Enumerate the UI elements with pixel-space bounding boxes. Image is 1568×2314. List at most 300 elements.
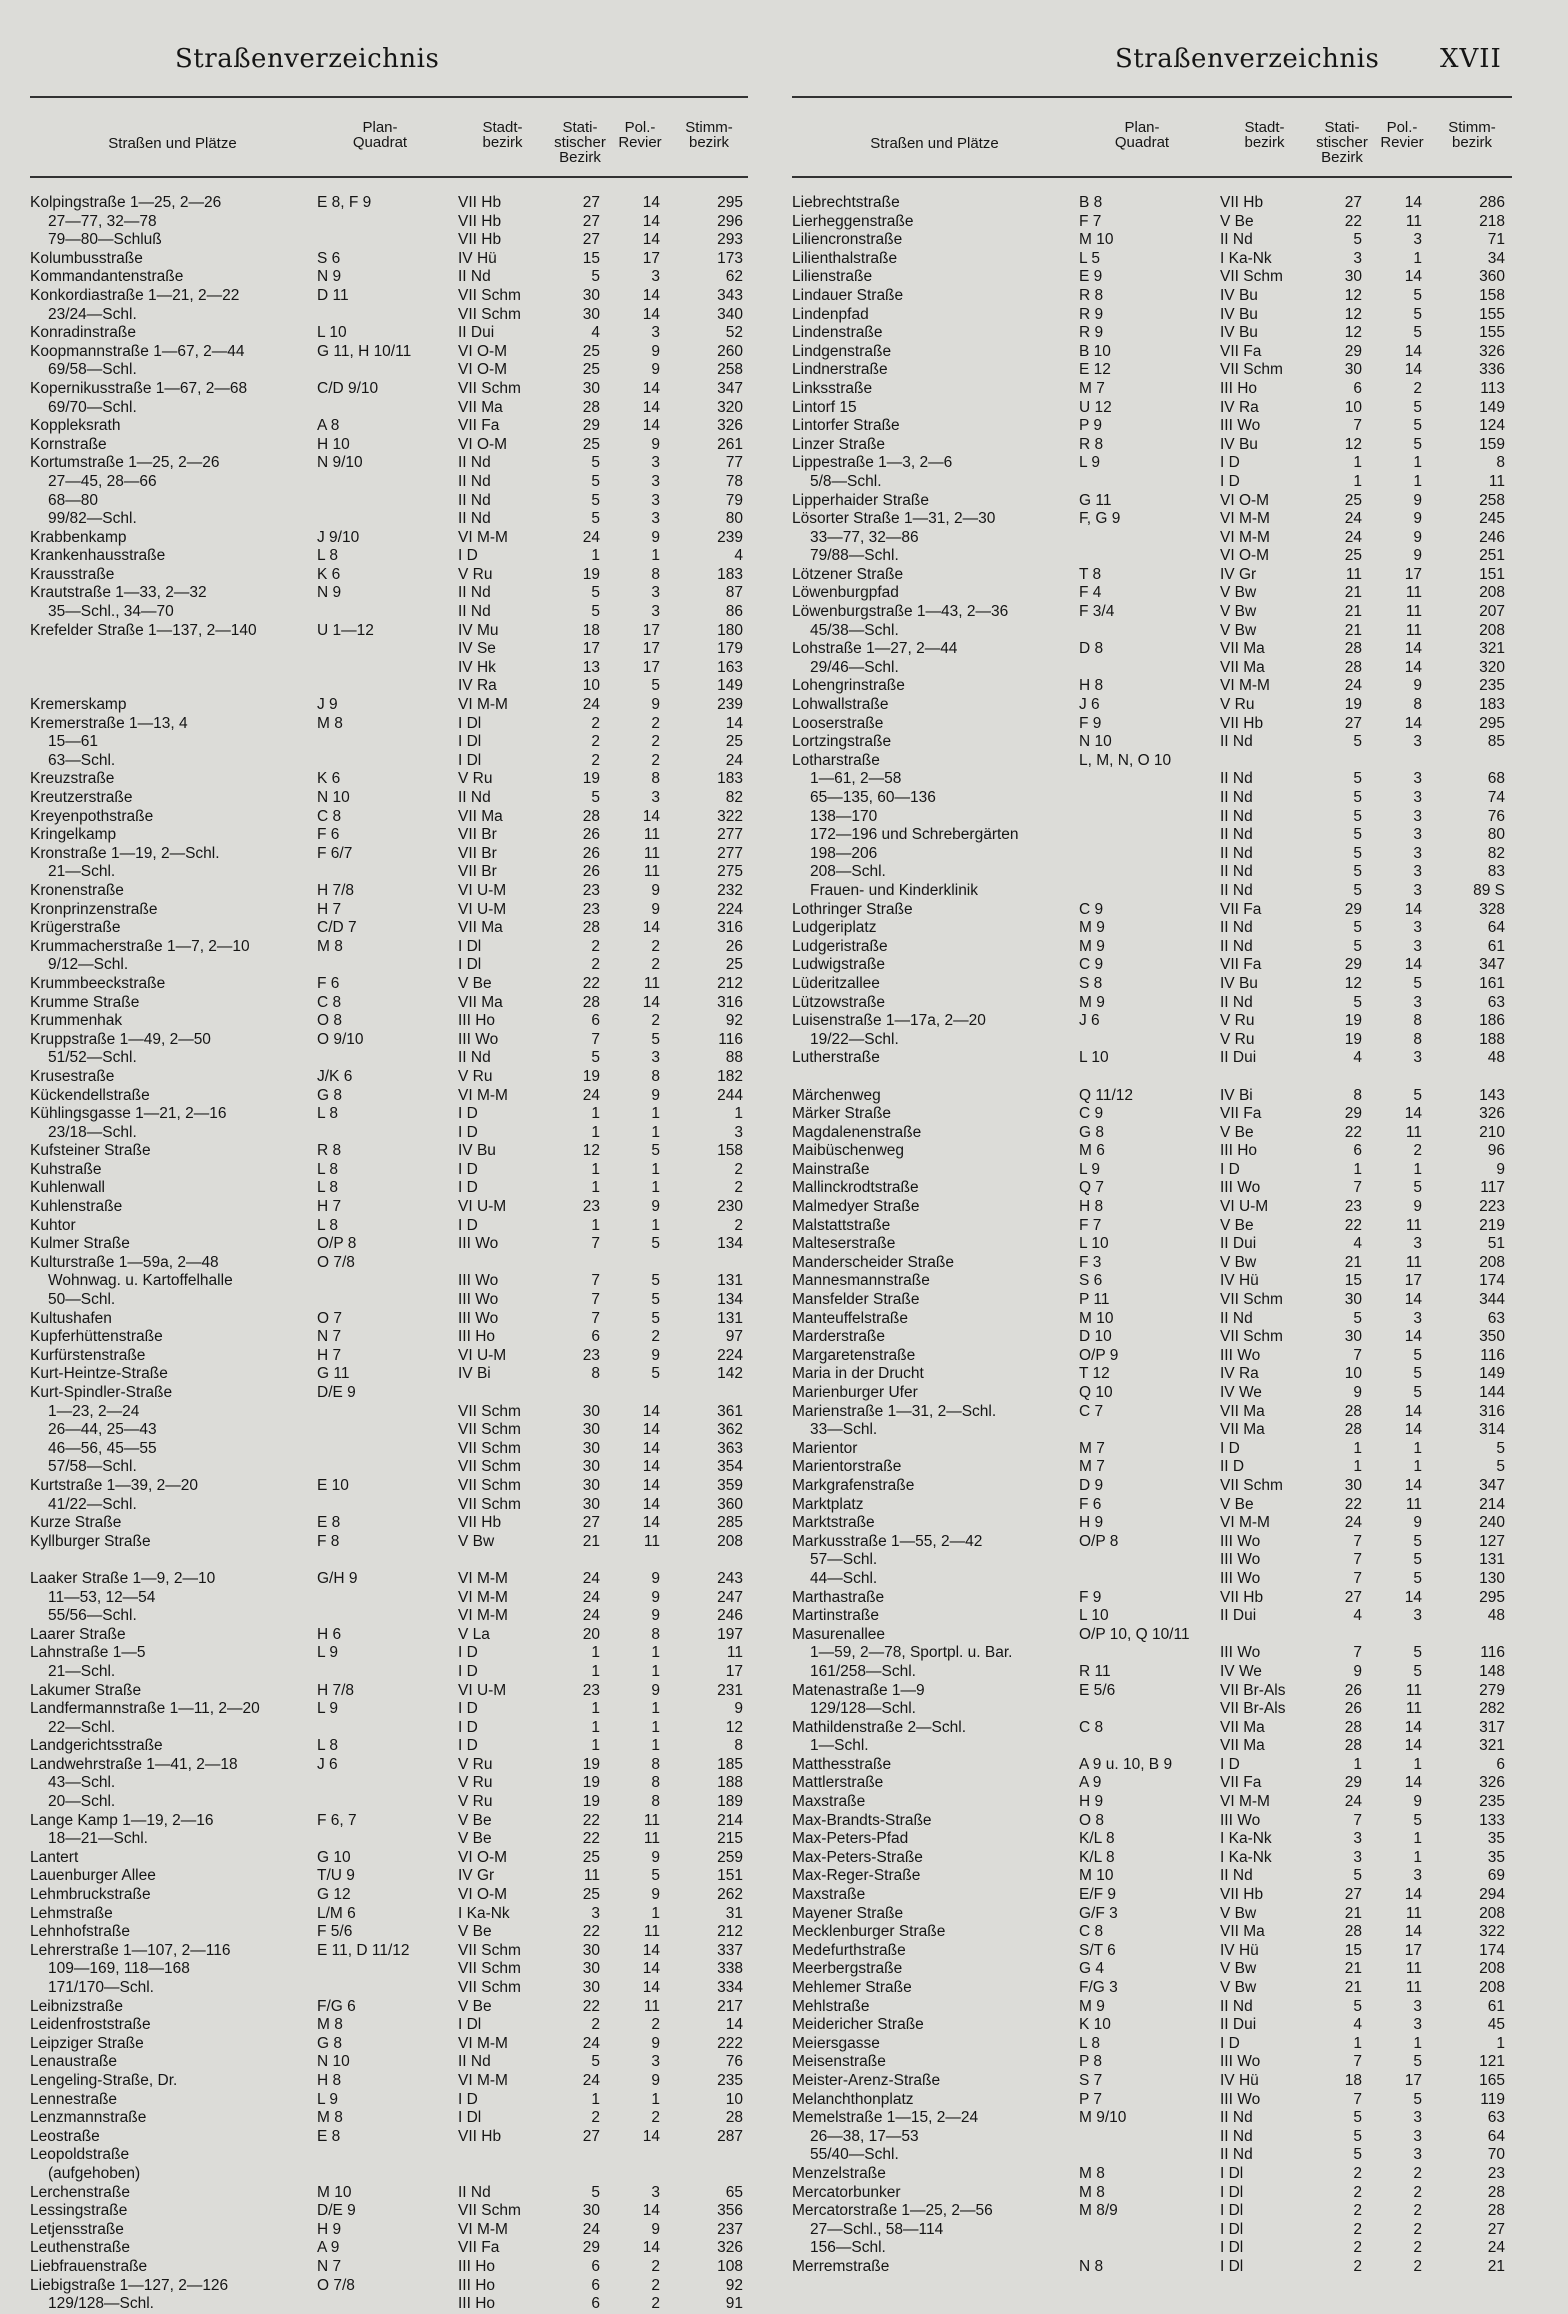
- plan-quadrat: F 3: [1079, 1253, 1102, 1271]
- plan-quadrat: M 8: [1079, 2183, 1105, 2201]
- right-column-header: [792, 96, 1512, 178]
- stimmbezirk: 121: [1479, 2053, 1505, 2071]
- plan-quadrat: J 9: [317, 696, 338, 714]
- street-name: Manderscheider Straße: [792, 1253, 954, 1271]
- street-name: 138—170: [810, 807, 878, 825]
- polizei-revier: 3: [1413, 863, 1422, 881]
- polizei-revier: 3: [1413, 826, 1422, 844]
- plan-quadrat: F 9: [1079, 714, 1102, 732]
- street-name: Krummenhak: [30, 1012, 123, 1030]
- street-name: Kommandantenstraße: [30, 268, 184, 286]
- street-name: Lessingstraße: [30, 2202, 128, 2220]
- stimmbezirk: 80: [725, 510, 743, 528]
- table-row: [792, 1347, 1512, 1366]
- plan-quadrat: C/D 9/10: [317, 379, 379, 397]
- stadtbezirk: VII Hb: [458, 212, 502, 230]
- statistischer-bezirk: 19: [1344, 1030, 1362, 1048]
- table-row: [30, 2072, 748, 2091]
- statistischer-bezirk: 9: [1353, 1662, 1362, 1680]
- stimmbezirk: 52: [725, 324, 743, 342]
- table-row: [30, 1031, 748, 1050]
- plan-quadrat: E 8, F 9: [317, 194, 372, 211]
- plan-quadrat: H 7: [317, 1346, 342, 1364]
- polizei-revier: 11: [1405, 584, 1422, 602]
- statistischer-bezirk: 1: [591, 1700, 600, 1718]
- polizei-revier: 11: [1405, 1904, 1422, 1922]
- street-name: 19/22—Schl.: [810, 1030, 899, 1048]
- stimmbezirk: 360: [717, 1495, 743, 1513]
- statistischer-bezirk: 30: [582, 1476, 600, 1494]
- stimmbezirk: 69: [1487, 1867, 1505, 1885]
- stadtbezirk: II Nd: [458, 1049, 491, 1067]
- stimmbezirk: 295: [1479, 714, 1505, 732]
- stimmbezirk: 344: [1479, 1291, 1505, 1309]
- polizei-revier: 11: [1405, 212, 1422, 230]
- col-header-stat: Stati- stischer Bezirk: [554, 119, 606, 166]
- stadtbezirk: VII Fa: [1220, 956, 1262, 974]
- street-name: Margaretenstraße: [792, 1346, 916, 1364]
- table-row: [792, 306, 1512, 325]
- table-row: [792, 1124, 1512, 1143]
- statistischer-bezirk: 7: [1353, 417, 1362, 435]
- plan-quadrat: C 9: [1079, 1105, 1104, 1123]
- street-name: Lortzingstraße: [792, 733, 892, 751]
- stadtbezirk: III Wo: [1220, 417, 1261, 435]
- street-name: 41/22—Schl.: [48, 1495, 137, 1513]
- stadtbezirk: III Ho: [458, 2257, 496, 2275]
- plan-quadrat: L 10: [1079, 1235, 1109, 1253]
- stadtbezirk: V Ru: [1220, 1012, 1255, 1030]
- stimmbezirk: 235: [717, 2071, 743, 2089]
- stadtbezirk: IV Bu: [1220, 286, 1258, 304]
- statistischer-bezirk: 5: [591, 2183, 600, 2201]
- table-row: [30, 1700, 748, 1719]
- street-name: Krummacherstraße 1—7, 2—10: [30, 937, 250, 955]
- stimmbezirk: 359: [717, 1476, 743, 1494]
- stimmbezirk: 87: [725, 584, 743, 602]
- stimmbezirk: 86: [725, 603, 743, 621]
- street-name: 50—Schl.: [48, 1291, 116, 1309]
- street-name: Mercatorstraße 1—25, 2—56: [792, 2202, 993, 2220]
- stadtbezirk: VII Schm: [458, 1458, 521, 1476]
- stadtbezirk: V Bw: [1220, 603, 1257, 621]
- statistischer-bezirk: 27: [582, 194, 600, 211]
- table-row: [792, 1142, 1512, 1161]
- table-row: [30, 1849, 748, 1868]
- polizei-revier: 8: [651, 1774, 660, 1792]
- polizei-revier: 17: [1404, 1272, 1422, 1290]
- polizei-revier: 9: [1413, 677, 1422, 695]
- table-row: [30, 1607, 748, 1626]
- stadtbezirk: II Nd: [1220, 863, 1253, 881]
- polizei-revier: 2: [1413, 2202, 1422, 2220]
- polizei-revier: 14: [1404, 1105, 1422, 1123]
- polizei-revier: 5: [1413, 1346, 1422, 1364]
- stadtbezirk: I D: [458, 1700, 478, 1718]
- street-name: Lilienstraße: [792, 268, 873, 286]
- stadtbezirk: VII Hb: [458, 1514, 502, 1532]
- polizei-revier: 9: [651, 2071, 660, 2089]
- table-row: [30, 287, 748, 306]
- plan-quadrat: J/K 6: [317, 1067, 353, 1085]
- plan-quadrat: M 10: [317, 2183, 352, 2201]
- plan-quadrat: F 8: [317, 1532, 340, 1550]
- stimmbezirk: 62: [725, 268, 743, 286]
- stadtbezirk: V Be: [1220, 1216, 1254, 1234]
- table-row: [30, 1142, 748, 1161]
- street-name: 18—21—Schl.: [48, 1830, 148, 1848]
- polizei-revier: 9: [651, 1886, 660, 1904]
- street-name: Krügerstraße: [30, 919, 121, 937]
- table-row: [792, 677, 1512, 696]
- stadtbezirk: V Ru: [1220, 1030, 1255, 1048]
- table-row: [792, 547, 1512, 566]
- stadtbezirk: IV Hü: [458, 249, 497, 267]
- stimmbezirk: 134: [717, 1235, 743, 1253]
- polizei-revier: 5: [1413, 1644, 1422, 1662]
- stadtbezirk: VII Schm: [458, 379, 521, 397]
- table-row: [30, 1514, 748, 1533]
- plan-quadrat: M 10: [1079, 1867, 1114, 1885]
- polizei-revier: 11: [643, 1923, 660, 1941]
- statistischer-bezirk: 2: [591, 2016, 600, 2034]
- table-row: [792, 454, 1512, 473]
- table-row: [30, 268, 748, 287]
- stimmbezirk: 320: [717, 398, 743, 416]
- polizei-revier: 9: [651, 1681, 660, 1699]
- polizei-revier: 11: [1405, 1495, 1422, 1513]
- table-row: [30, 622, 748, 641]
- stadtbezirk: VII Ma: [1220, 1718, 1265, 1736]
- stimmbezirk: 174: [1479, 1941, 1505, 1959]
- table-row: [30, 2221, 748, 2240]
- table-row: [30, 436, 748, 455]
- stadtbezirk: III Wo: [1220, 1811, 1261, 1829]
- statistischer-bezirk: 26: [582, 863, 600, 881]
- street-name: Merremstraße: [792, 2257, 890, 2275]
- stadtbezirk: VI M-M: [1220, 528, 1270, 546]
- statistischer-bezirk: 29: [582, 417, 600, 435]
- street-name: Mehlstraße: [792, 1997, 870, 2015]
- polizei-revier: 5: [1413, 324, 1422, 342]
- polizei-revier: 9: [1413, 510, 1422, 528]
- table-row: [792, 1365, 1512, 1384]
- stimmbezirk: 224: [717, 900, 743, 918]
- stadtbezirk: III Wo: [458, 1030, 499, 1048]
- street-name: 68—80: [48, 491, 98, 509]
- table-row: [30, 1068, 748, 1087]
- stimmbezirk: 350: [1479, 1328, 1505, 1346]
- statistischer-bezirk: 30: [582, 286, 600, 304]
- table-row: [792, 1570, 1512, 1589]
- statistischer-bezirk: 1: [591, 1179, 600, 1197]
- polizei-revier: 2: [651, 937, 660, 955]
- table-row: [30, 1589, 748, 1608]
- statistischer-bezirk: 24: [582, 696, 600, 714]
- stadtbezirk: V Bw: [458, 1532, 495, 1550]
- table-row: [792, 361, 1512, 380]
- stimmbezirk: 8: [734, 1737, 743, 1755]
- polizei-revier: 3: [1413, 1235, 1422, 1253]
- stimmbezirk: 180: [717, 621, 743, 639]
- statistischer-bezirk: 5: [1353, 863, 1362, 881]
- plan-quadrat: Q 11/12: [1079, 1086, 1134, 1104]
- stimmbezirk: 246: [717, 1607, 743, 1625]
- polizei-revier: 2: [1413, 379, 1422, 397]
- polizei-revier: 1: [651, 1216, 660, 1234]
- stimmbezirk: 210: [1479, 1123, 1505, 1141]
- stimmbezirk: 24: [1487, 2239, 1505, 2257]
- plan-quadrat: L 9: [1079, 1160, 1100, 1178]
- polizei-revier: 1: [651, 1718, 660, 1736]
- stimmbezirk: 88: [725, 1049, 743, 1067]
- table-row: [792, 268, 1512, 287]
- stadtbezirk: VII Ma: [458, 919, 503, 937]
- street-name: Manteuffelstraße: [792, 1309, 909, 1327]
- table-row: [30, 1960, 748, 1979]
- stimmbezirk: 326: [1479, 342, 1505, 360]
- polizei-revier: 14: [642, 1495, 660, 1513]
- street-name: Mecklenburger Straße: [792, 1923, 946, 1941]
- street-name: Lützowstraße: [792, 993, 886, 1011]
- table-row: [792, 324, 1512, 343]
- street-name: Kronenstraße: [30, 881, 124, 899]
- table-row: [792, 250, 1512, 269]
- table-row: [792, 2109, 1512, 2128]
- stimmbezirk: 245: [1479, 510, 1505, 528]
- polizei-revier: 11: [1405, 1960, 1422, 1978]
- polizei-revier: 5: [651, 1309, 660, 1327]
- stadtbezirk: I D: [458, 1737, 478, 1755]
- statistischer-bezirk: 22: [582, 1997, 600, 2015]
- statistischer-bezirk: 23: [582, 1681, 600, 1699]
- statistischer-bezirk: 3: [1353, 1830, 1362, 1848]
- plan-quadrat: M 9: [1079, 937, 1105, 955]
- street-name: 57—Schl.: [810, 1551, 878, 1569]
- street-name: Liebigstraße 1—127, 2—126: [30, 2276, 229, 2294]
- table-row: [30, 1235, 748, 1254]
- stadtbezirk: V Bw: [1220, 1960, 1257, 1978]
- col-header-stimm: Stimm- bezirk: [685, 119, 733, 151]
- polizei-revier: 2: [651, 956, 660, 974]
- street-name: Lindenstraße: [792, 324, 883, 342]
- table-row: [792, 826, 1512, 845]
- plan-quadrat: L, M, N, O 10: [1079, 751, 1172, 769]
- stadtbezirk: VII Schm: [1220, 1291, 1283, 1309]
- statistischer-bezirk: 23: [1344, 1198, 1362, 1216]
- table-row: [30, 250, 748, 269]
- polizei-revier: 14: [1404, 1291, 1422, 1309]
- plan-quadrat: K/L 8: [1079, 1830, 1115, 1848]
- stimmbezirk: 183: [1479, 696, 1505, 714]
- stadtbezirk: I Dl: [458, 956, 482, 974]
- stimmbezirk: 64: [1487, 919, 1505, 937]
- polizei-revier: 17: [642, 658, 660, 676]
- polizei-revier: 9: [651, 1346, 660, 1364]
- col-header-plan: Plan- Quadrat: [1114, 119, 1170, 151]
- stadtbezirk: I Dl: [1220, 2202, 1244, 2220]
- stimmbezirk: 326: [1479, 1105, 1505, 1123]
- stadtbezirk: II Nd: [458, 472, 491, 490]
- stimmbezirk: 347: [717, 379, 743, 397]
- stadtbezirk: VII Fa: [458, 2239, 500, 2257]
- stadtbezirk: VII Hb: [458, 231, 502, 249]
- street-name: Lippestraße 1—3, 2—6: [792, 454, 953, 472]
- stadtbezirk: I Ka-Nk: [1220, 1848, 1272, 1866]
- street-name: Lohwallstraße: [792, 696, 889, 714]
- street-name: 109—169, 118—168: [48, 1960, 190, 1978]
- stimmbezirk: 361: [717, 1402, 743, 1420]
- polizei-revier: 8: [1413, 696, 1422, 714]
- statistischer-bezirk: 8: [591, 1365, 600, 1383]
- polizei-revier: 11: [1405, 1216, 1422, 1234]
- stadtbezirk: VII Ma: [1220, 640, 1265, 658]
- table-row: [792, 1254, 1512, 1273]
- street-name: 20—Schl.: [48, 1793, 116, 1811]
- stimmbezirk: 321: [1479, 1737, 1505, 1755]
- plan-quadrat: D/E 9: [317, 1384, 356, 1401]
- stadtbezirk: VII Ma: [1220, 1421, 1265, 1439]
- stadtbezirk: II Nd: [1220, 733, 1253, 751]
- table-row: [792, 1328, 1512, 1347]
- stadtbezirk: V Be: [458, 1811, 492, 1829]
- stimmbezirk: 356: [717, 2202, 743, 2220]
- polizei-revier: 1: [1413, 249, 1422, 267]
- statistischer-bezirk: 5: [1353, 919, 1362, 937]
- statistischer-bezirk: 28: [582, 807, 600, 825]
- table-row: [30, 306, 748, 325]
- stadtbezirk: VII Hb: [1220, 714, 1264, 732]
- plan-quadrat: A 9 u. 10, B 9: [1079, 1755, 1173, 1773]
- street-name: Lange Kamp 1—19, 2—16: [30, 1811, 214, 1829]
- statistischer-bezirk: 19: [582, 1793, 600, 1811]
- statistischer-bezirk: 19: [1344, 696, 1362, 714]
- stimmbezirk: 320: [1479, 658, 1505, 676]
- street-name: Mattlerstraße: [792, 1774, 884, 1792]
- street-name: Lüderitzallee: [792, 974, 880, 992]
- plan-quadrat: M 8: [317, 2109, 343, 2127]
- stimmbezirk: 208: [1479, 584, 1505, 602]
- stimmbezirk: 316: [717, 919, 743, 937]
- polizei-revier: 1: [651, 547, 660, 565]
- header-right-title: Straßenverzeichnis: [1115, 44, 1380, 74]
- statistischer-bezirk: 5: [1353, 2146, 1362, 2164]
- statistischer-bezirk: 5: [1353, 1997, 1362, 2015]
- street-name: Lierheggenstraße: [792, 212, 914, 230]
- plan-quadrat: R 8: [1079, 435, 1104, 453]
- street-name: Linksstraße: [792, 379, 873, 397]
- table-row: [792, 2239, 1512, 2258]
- plan-quadrat: M 8: [317, 937, 343, 955]
- street-name: 43—Schl.: [48, 1774, 116, 1792]
- table-row: [792, 696, 1512, 715]
- street-name: Landfermannstraße 1—11, 2—20: [30, 1700, 260, 1718]
- polizei-revier: 1: [651, 1700, 660, 1718]
- stimmbezirk: 208: [1479, 1253, 1505, 1271]
- statistischer-bezirk: 22: [1344, 1123, 1362, 1141]
- table-row: [30, 2109, 748, 2128]
- plan-quadrat: G 4: [1079, 1960, 1104, 1978]
- plan-quadrat: E 10: [317, 1476, 349, 1494]
- stadtbezirk: II Dui: [1220, 1607, 1257, 1625]
- street-name: Max-Peters-Straße: [792, 1848, 923, 1866]
- plan-quadrat: T 12: [1079, 1365, 1110, 1383]
- street-name: Looserstraße: [792, 714, 884, 732]
- stimmbezirk: 96: [1487, 1142, 1505, 1160]
- street-name: 129/128—Schl.: [810, 1700, 916, 1718]
- stadtbezirk: VI O-M: [458, 361, 508, 379]
- statistischer-bezirk: 22: [582, 1830, 600, 1848]
- statistischer-bezirk: 2: [591, 751, 600, 769]
- plan-quadrat: S 6: [1079, 1272, 1103, 1290]
- street-name: Lösorter Straße 1—31, 2—30: [792, 510, 996, 528]
- statistischer-bezirk: 24: [582, 1086, 600, 1104]
- statistischer-bezirk: 30: [582, 1979, 600, 1996]
- plan-quadrat: F 6: [317, 974, 340, 992]
- statistischer-bezirk: 21: [582, 1532, 600, 1550]
- stadtbezirk: IV Mu: [458, 621, 499, 639]
- statistischer-bezirk: 2: [591, 937, 600, 955]
- stimmbezirk: 214: [717, 1811, 743, 1829]
- statistischer-bezirk: 4: [591, 324, 600, 342]
- street-name: Lohstraße 1—27, 2—44: [792, 640, 958, 658]
- street-name: Lengeling-Straße, Dr.: [30, 2071, 178, 2089]
- polizei-revier: 14: [642, 286, 660, 304]
- statistischer-bezirk: 25: [582, 1848, 600, 1866]
- statistischer-bezirk: 26: [582, 844, 600, 862]
- stimmbezirk: 173: [717, 249, 743, 267]
- stadtbezirk: II Nd: [458, 491, 491, 509]
- stimmbezirk: 185: [717, 1755, 743, 1773]
- plan-quadrat: M 9: [1079, 919, 1105, 937]
- statistischer-bezirk: 27: [582, 212, 600, 230]
- plan-quadrat: D 8: [1079, 640, 1104, 658]
- col-header-stimm: Stimm- bezirk: [1448, 119, 1496, 151]
- statistischer-bezirk: 22: [582, 974, 600, 992]
- stadtbezirk: II Nd: [1220, 770, 1253, 788]
- table-row: [30, 956, 748, 975]
- table-row: [792, 1998, 1512, 2017]
- table-row: [30, 1458, 748, 1477]
- stimmbezirk: 212: [717, 974, 743, 992]
- street-name: Mercatorbunker: [792, 2183, 901, 2201]
- street-name: 69/70—Schl.: [48, 398, 137, 416]
- stimmbezirk: 131: [717, 1272, 743, 1290]
- statistischer-bezirk: 22: [1344, 212, 1362, 230]
- stadtbezirk: VI M-M: [458, 696, 508, 714]
- street-name: 69/58—Schl.: [48, 361, 137, 379]
- stimmbezirk: 45: [1487, 2016, 1505, 2034]
- table-row: [792, 1179, 1512, 1198]
- stadtbezirk: I D: [458, 1123, 478, 1141]
- stimmbezirk: 347: [1479, 956, 1505, 974]
- table-row: [30, 2258, 748, 2277]
- table-row: [30, 919, 748, 938]
- street-name: Meister-Arenz-Straße: [792, 2071, 941, 2089]
- stadtbezirk: IV Bu: [1220, 305, 1258, 323]
- plan-quadrat: G 10: [317, 1848, 351, 1866]
- plan-quadrat: M 9: [1079, 1997, 1105, 2015]
- polizei-revier: 3: [1413, 1607, 1422, 1625]
- polizei-revier: 14: [1404, 956, 1422, 974]
- stadtbezirk: VI M-M: [458, 1588, 508, 1606]
- polizei-revier: 1: [651, 1662, 660, 1680]
- stimmbezirk: 24: [725, 751, 743, 769]
- statistischer-bezirk: 30: [1344, 361, 1362, 379]
- statistischer-bezirk: 5: [591, 584, 600, 602]
- stadtbezirk: I D: [1220, 1160, 1240, 1178]
- statistischer-bezirk: 30: [582, 1421, 600, 1439]
